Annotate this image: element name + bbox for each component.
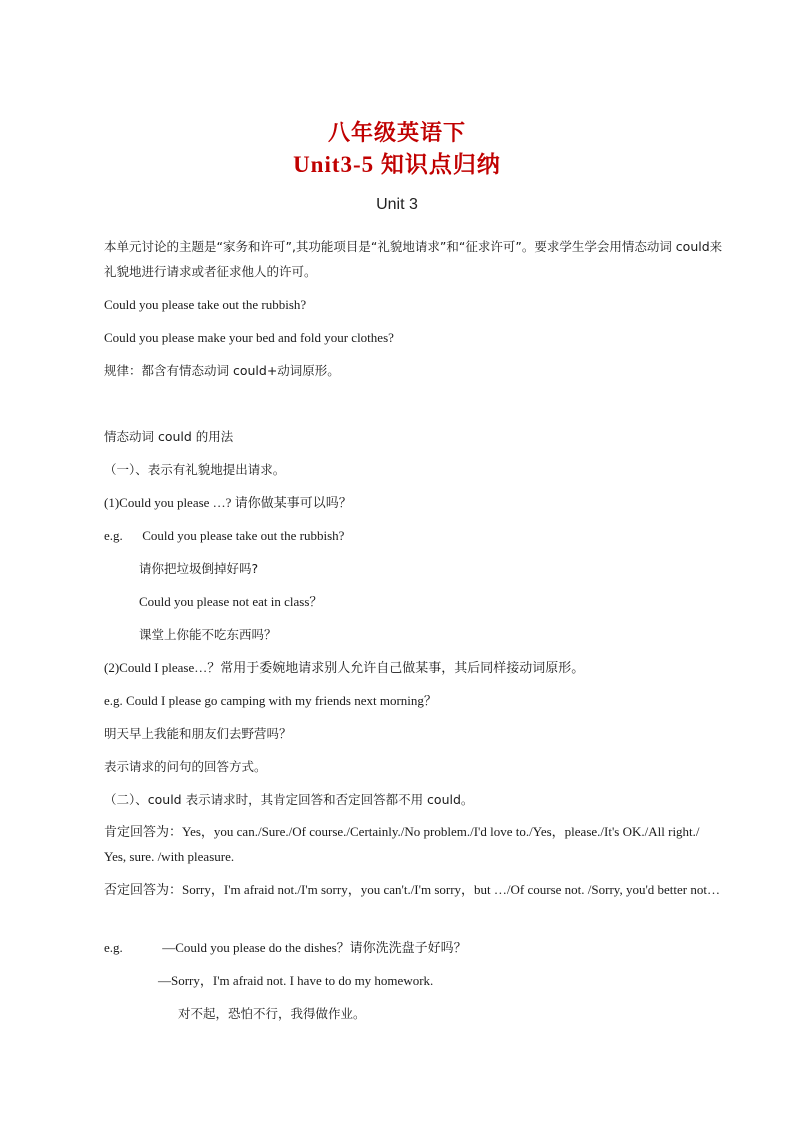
part2-heading: （二）、could 表示请求时，其肯定回答和否定回答都不用 could。 (104, 792, 474, 807)
section-heading: 情态动词 could 的用法 (104, 429, 234, 444)
dialog-line-3: 对不起，恐怕不行，我得做作业。 (178, 1006, 366, 1021)
part1-heading: （一）、表示有礼貌地提出请求。 (104, 462, 286, 477)
dialog-line-1: —Could you please do the dishes？请你洗洗盘子好吗？ (162, 940, 467, 955)
example-row-1 (104, 527, 724, 545)
eg-label: e.g. (104, 940, 123, 955)
example-sentence-1: Could you please take out the rubbish? (104, 297, 307, 312)
eg-label: e.g. (104, 528, 123, 543)
unit-heading: Unit 3 (376, 196, 418, 213)
example-cn-1: 请你把垃圾倒掉好吗? (139, 561, 259, 576)
part1-item2: (2)Could I please…？常用于委婉地请求别人允许自己做某事，其后同样接动词原形。 (104, 660, 585, 675)
dialog-row-1 (104, 939, 724, 957)
reply-intro: 表示请求的问句的回答方式。 (104, 759, 267, 774)
example-en-1: Could you please take out the rubbish? (142, 528, 345, 543)
example-en-2: Could you please not eat in class？ (139, 594, 323, 609)
example-sentence-2: Could you please make your bed and fold your clothes? (104, 330, 394, 345)
intro-paragraph: 本单元讨论的主题是“家务和许可”,其功能项目是“礼貌地请求”和“征求许可”。要求学生学会用情态动词 could来礼貌地进行请求或者征求他人的许可。 (104, 239, 723, 279)
positive-replies: 肯定回答为：Yes，you can./Sure./Of course./Certainly./No problem./I'd love to./Yes，please./It's OK./All right./ Yes, sure. /with pleasure. (104, 824, 700, 864)
example-cn-2: 课堂上你能不吃东西吗？ (139, 627, 277, 642)
document-title-units: Unit3-5 知识点归纳 (293, 152, 501, 177)
example-en-3: e.g. Could I please go camping with my friends next morning？ (104, 693, 437, 708)
dialog-line-2: —Sorry，I'm afraid not. I have to do my homework. (158, 973, 434, 988)
part1-item1: (1)Could you please …? 请你做某事可以吗？ (104, 495, 352, 510)
rule-text: 规律：都含有情态动词 could+动词原形。 (104, 363, 340, 378)
document-title: 八年级英语下 (327, 120, 466, 146)
example-cn-3: 明天早上我能和朋友们去野营吗？ (104, 726, 292, 741)
negative-replies: 否定回答为：Sorry，I'm afraid not./I'm sorry，you can't./I'm sorry，but …/Of course not. /Sorry, you'd better not… (104, 882, 720, 897)
